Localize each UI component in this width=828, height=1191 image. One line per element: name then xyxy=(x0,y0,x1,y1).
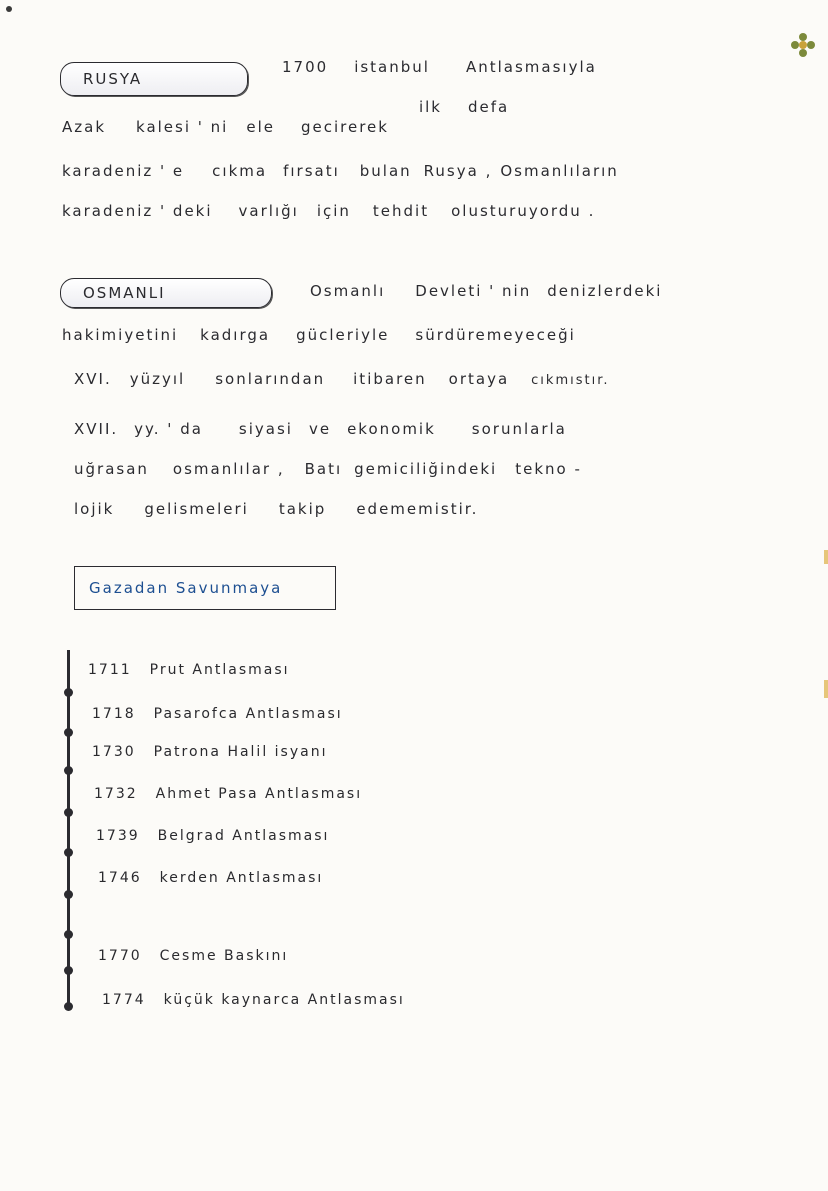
decorative-dot xyxy=(6,6,12,12)
timeline-year: 1739 xyxy=(96,828,140,844)
rusya-line-4: karadeniz ' deki varlığı için tehdit olusturuyordu . xyxy=(62,202,596,220)
timeline-text: Ahmet Pasa Antlasması xyxy=(155,786,363,802)
timeline-dot xyxy=(64,808,73,817)
timeline-entry xyxy=(98,870,323,886)
timeline-text: Belgrad Antlasması xyxy=(157,828,330,844)
page-edge-mark xyxy=(824,550,828,564)
timeline-year: 1770 xyxy=(98,948,142,964)
timeline-year: 1711 xyxy=(88,662,132,678)
timeline-dot xyxy=(64,766,73,775)
rusya-heading xyxy=(60,62,248,96)
timeline-dot xyxy=(64,890,73,899)
timeline-text: Prut Antlasması xyxy=(149,662,290,678)
flower-sticker-icon xyxy=(788,30,818,60)
timeline-dot xyxy=(64,728,73,737)
timeline-year: 1774 xyxy=(102,992,146,1008)
osmanli-line-4: XVII. yy. ' da siyasi ve ekonomik sorunlarla xyxy=(74,420,567,438)
timeline-text: Patrona Halil isyanı xyxy=(153,744,328,760)
rusya-line-2: Azak kalesi ' ni ele gecirerekilk defa xyxy=(62,98,510,136)
timeline-entry xyxy=(92,706,343,722)
timeline-entry xyxy=(94,786,362,802)
timeline-entry xyxy=(88,662,290,678)
page-edge-mark xyxy=(824,680,828,698)
osmanli-heading-label: OSMANLI xyxy=(83,284,166,302)
section-title-box xyxy=(74,566,336,610)
timeline-dot xyxy=(64,848,73,857)
osmanli-line-3: XVI. yüzyıl sonlarından itibaren ortaya cıkmıstır. xyxy=(74,370,610,388)
rusya-line-1: 1700 istanbul Antlasmasıyla xyxy=(282,58,597,76)
timeline-dot xyxy=(64,1002,73,1011)
timeline-entry xyxy=(96,828,329,844)
timeline-year: 1730 xyxy=(92,744,136,760)
timeline-year: 1718 xyxy=(92,706,136,722)
rusya-line-3: karadeniz ' e cıkma fırsatı bulan Rusya , Osmanlıların xyxy=(62,162,619,180)
osmanli-line-5: uğrasan osmanlılar , Batı gemiciliğindeki tekno - xyxy=(74,460,582,478)
osmanli-heading xyxy=(60,278,272,308)
timeline-text: Pasarofca Antlasması xyxy=(153,706,343,722)
timeline-dot xyxy=(64,688,73,697)
timeline-text: kerden Antlasması xyxy=(159,870,324,886)
timeline-text: Cesme Baskını xyxy=(159,948,289,964)
timeline-dot xyxy=(64,966,73,975)
osmanli-line-6: lojik gelismeleri takip edememistir. xyxy=(74,500,479,518)
timeline-dot xyxy=(64,930,73,939)
timeline-entry xyxy=(98,948,288,964)
section-title: Gazadan Savunmaya xyxy=(89,579,283,597)
timeline-entry xyxy=(92,744,327,760)
timeline-line xyxy=(67,650,70,1010)
timeline-text: küçük kaynarca Antlasması xyxy=(163,992,405,1008)
osmanli-line-1: Osmanlı Devleti ' nin denizlerdeki xyxy=(310,282,663,300)
timeline-year: 1746 xyxy=(98,870,142,886)
rusya-heading-label: RUSYA xyxy=(83,70,143,88)
timeline-year: 1732 xyxy=(94,786,138,802)
osmanli-line-2: hakimiyetini kadırga gücleriyle sürdüremeyeceği xyxy=(62,326,576,344)
timeline-entry xyxy=(102,992,405,1008)
